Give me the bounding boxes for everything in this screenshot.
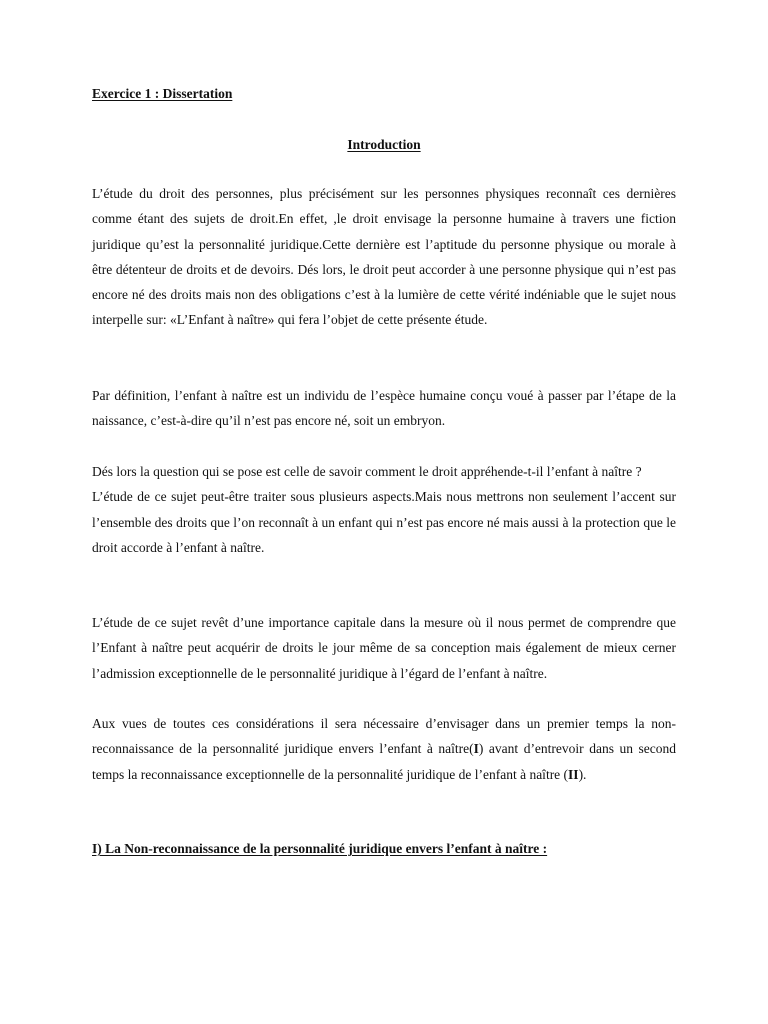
plan-part-one-marker: I bbox=[473, 741, 479, 757]
introduction-heading: Introduction bbox=[347, 137, 421, 152]
part-one-heading: I) La Non-reconnaissance de la personnalité juridique envers l’enfant à naître : bbox=[92, 841, 548, 856]
paragraph-definition: Par définition, l’enfant à naître est un individu de l’espèce humaine conçu voué à passer par l’étape de la naissance, c’est-à-dire qu’il n’est pas encore né, soit un embryon. bbox=[92, 388, 676, 429]
paragraph-plan bbox=[92, 711, 676, 787]
plan-text-1: Aux vues de toutes ces considérations il sera nécessaire d’envisager dans un premier temps la non-reconnaissance de la personnalité juridique envers l’enfant à naître( bbox=[92, 716, 676, 757]
plan-text-3: ). bbox=[578, 766, 587, 782]
paragraph-interest: L’étude de ce sujet revêt d’une importance capitale dans la mesure où il nous permet de comprendre que l’Enfant à naître peut acquérir de droits le jour même de sa conception mais également de mieux cerner l’admission exceptionnelle de le personnalité juridique à l’égard de l’enfant à naître. bbox=[92, 615, 676, 681]
paragraph-subject: L’étude du droit des personnes, plus précisément sur les personnes physiques reconnaît ces dernières comme étant des sujets de droit.En effet, ,le droit envisage la personne humaine à travers une fiction juridique qu’est la personnalité juridique.Cette dernière est l’aptitude du personne physique ou morale à être détenteur de droits et de devoirs. Dés lors, le droit peut accorder à une personne physique qui n’est pas encore né des droits mais non des obligations c’est à la lumière de cette vérité indéniable que le sujet nous interpelle sur: «L’Enfant à naître» qui fera l’objet de cette présente étude. bbox=[92, 186, 676, 328]
study-aspects: L’étude de ce sujet peut-être traiter sous plusieurs aspects.Mais nous mettrons non seulement l’accent sur l’ensemble des droits que l’on reconnaît à un enfant qui n’est pas encore né mais aussi à la protection que le droit accorde à l’enfant à naître. bbox=[92, 489, 676, 555]
exercise-title: Exercice 1 : Dissertation bbox=[92, 86, 233, 101]
plan-part-two-marker: II bbox=[568, 766, 579, 782]
plan-text-2: ) avant d’entrevoir dans un second temps la reconnaissance exceptionnelle de la personnalité juridique de l’enfant à naître ( bbox=[92, 741, 677, 782]
problematic-question: Dés lors la question qui se pose est celle de savoir comment le droit appréhende-t-il l’enfant à naître ? bbox=[92, 464, 642, 479]
paragraph-problematic bbox=[92, 459, 676, 560]
